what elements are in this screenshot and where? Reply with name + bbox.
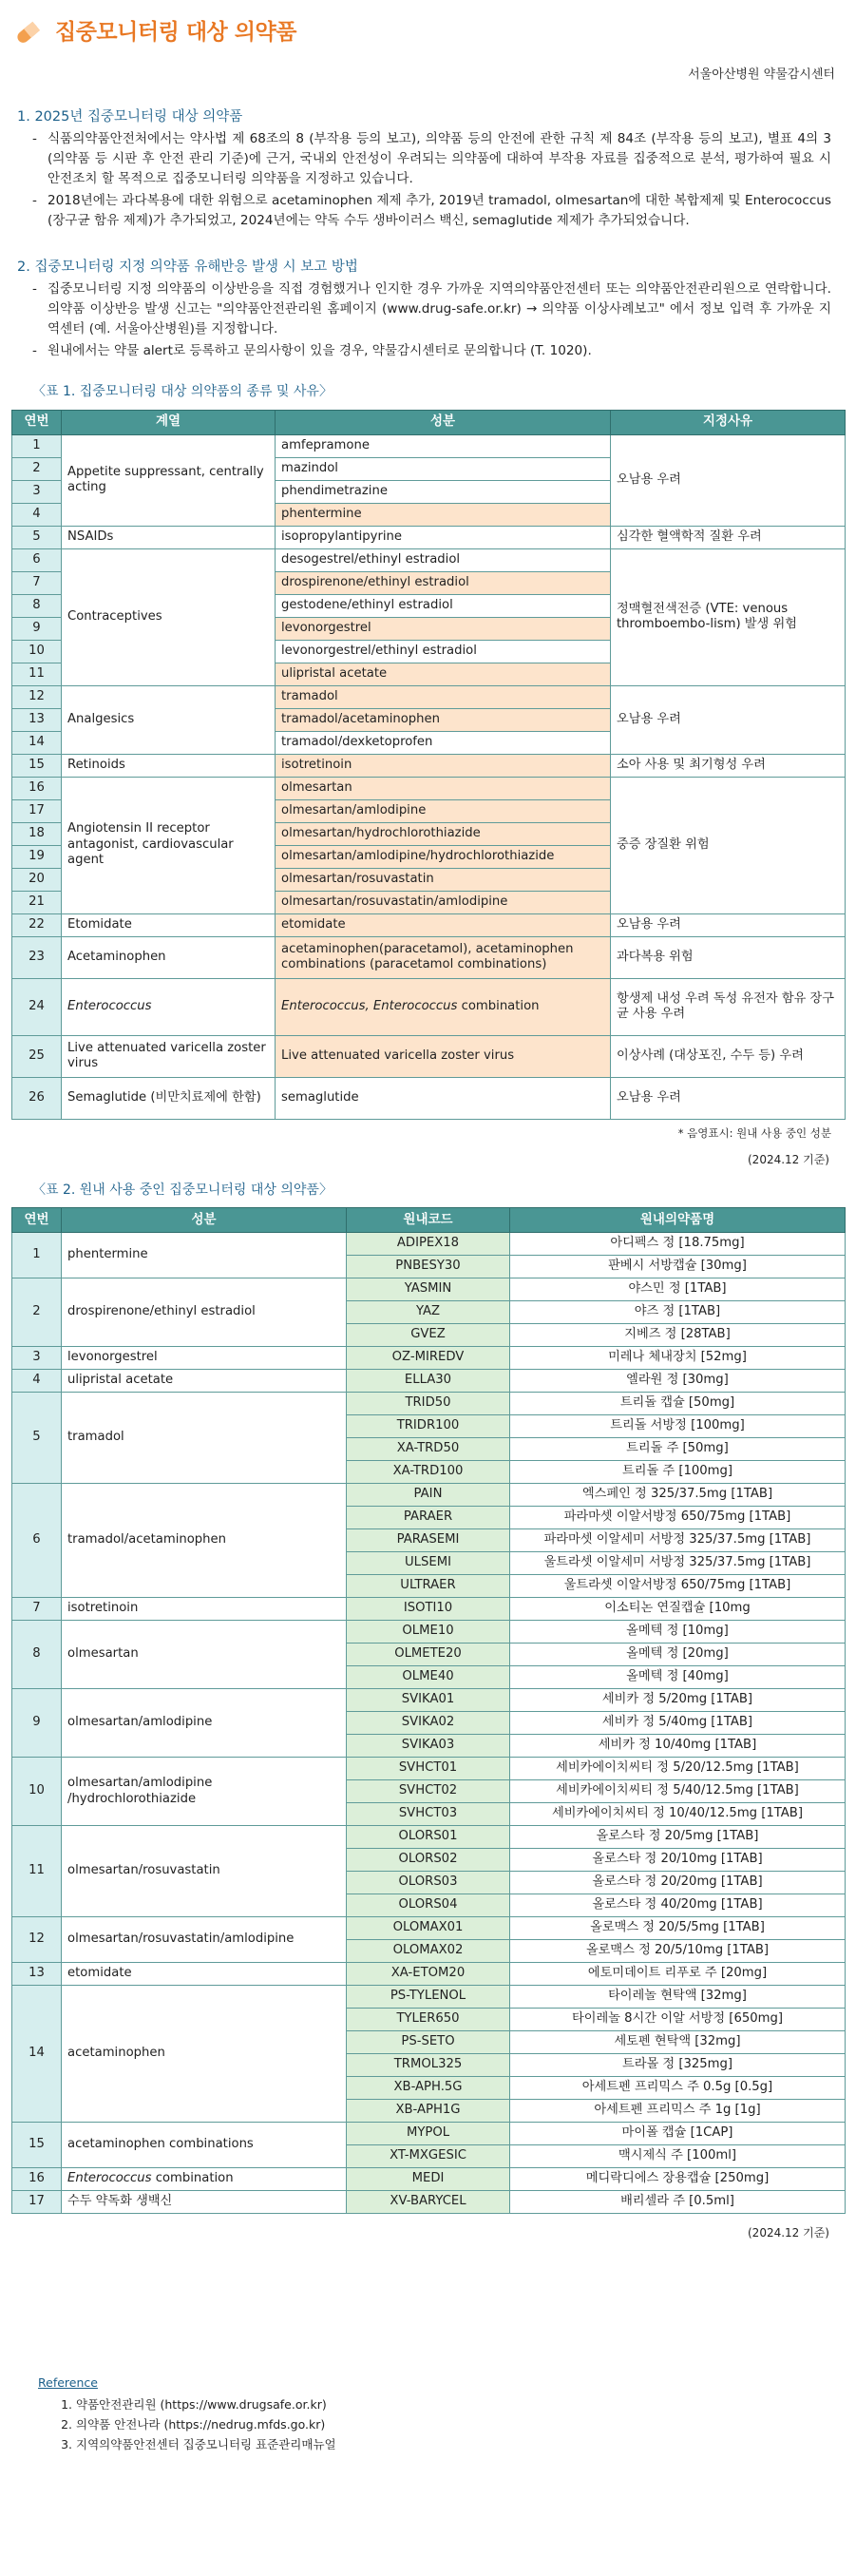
drug-class: Semaglutide (비만치료제에 한함): [62, 1077, 276, 1119]
drug-class: Etomidate: [62, 913, 276, 936]
hospital-code: OZ-MIREDV: [347, 1347, 510, 1370]
drug-class: Contraceptives: [62, 548, 276, 685]
table-row: [12, 1986, 846, 2009]
hospital-drug-name: 타이레놀 현탁액 [32mg]: [510, 1986, 846, 2009]
table-1-date: (2024.12 기준): [748, 1153, 829, 1167]
table-1-header: 연번: [12, 410, 62, 434]
table-1-caption: 〈표 1. 집중모니터링 대상 의약품의 종류 및 사유〉: [32, 384, 333, 400]
hospital-drug-name: 올로맥스 정 20/5/10mg [1TAB]: [510, 1940, 846, 1963]
ingredient: isopropylantipyrine: [276, 526, 611, 548]
table-row: [12, 978, 846, 1035]
hospital-drug-name: 배리셀라 주 [0.5ml]: [510, 2191, 846, 2214]
table-2-header: 원내의약품명: [510, 1208, 846, 1233]
ingredient: ulipristal acetate: [276, 663, 611, 685]
table-2-header: 성분: [62, 1208, 347, 1233]
designation-reason: 항생제 내성 우려 독성 유전자 함유 장구균 사용 우려: [611, 978, 846, 1035]
table-1-note: * 음영표시: 원내 사용 중인 성분: [677, 1125, 831, 1140]
ingredient: gestodene/ethinyl estradiol: [276, 594, 611, 617]
reference-title: Reference: [38, 2375, 98, 2391]
table-row: [12, 1233, 846, 1256]
reference-section: [11, 2374, 845, 2454]
hospital-drug-name: 이소티논 연질캡슐 [10mg: [510, 1598, 846, 1621]
ingredient: acetaminophen: [62, 1986, 347, 2123]
row-number: 23: [12, 936, 62, 978]
row-number: 15: [12, 754, 62, 777]
designation-reason: 오남용 우려: [611, 685, 846, 754]
row-number: 12: [12, 685, 62, 708]
designation-reason: 중증 장질환 위험: [611, 777, 846, 913]
ingredient: olmesartan/amlodipine: [62, 1689, 347, 1758]
designation-reason: 과다복용 위험: [611, 936, 846, 978]
table-row: [12, 1035, 846, 1077]
drug-class: NSAIDs: [62, 526, 276, 548]
ingredient: desogestrel/ethinyl estradiol: [276, 548, 611, 571]
section-1-bullet: - 2018년에는 과다복용에 대한 위험으로 acetaminophen 제제 추가, 2019년 tramadol, olmesartan에 대한 복합제제 및 Enterococcus (장구균 함유 제제)가 추가되었고, 2024년에는 약독 수두 생바이러스 백신, semaglutide 제제가 추가되었습니다.: [48, 191, 831, 231]
row-number: 4: [12, 1370, 62, 1393]
row-number: 17: [12, 2191, 62, 2214]
reference-item: 3. 지역의약품안전센터 집중모니터링 표준관리매뉴얼: [76, 2434, 845, 2454]
row-number: 10: [12, 640, 62, 663]
hospital-drug-name: 울트라셋 이알세미 서방정 325/37.5mg [1TAB]: [510, 1552, 846, 1575]
row-number: 16: [12, 2168, 62, 2191]
reference-list: [38, 2394, 845, 2455]
ingredient: olmesartan/hydrochlorothiazide: [276, 822, 611, 845]
hospital-code: TRMOL325: [347, 2054, 510, 2077]
table-2-caption: 〈표 2. 원내 사용 중인 집중모니터링 대상 의약품〉: [32, 1182, 333, 1198]
row-number: 6: [12, 1484, 62, 1598]
designation-reason: 오남용 우려: [611, 1077, 846, 1119]
hospital-drug-name: 아세트펜 프리믹스 주 1g [1g]: [510, 2100, 846, 2123]
table-1-header-row: [12, 410, 846, 434]
hospital-code: OLORS03: [347, 1872, 510, 1894]
hospital-drug-name: 트리돌 주 [100mg]: [510, 1461, 846, 1484]
row-number: 1: [12, 434, 62, 457]
ingredient: amfepramone: [276, 434, 611, 457]
hospital-drug-name: 지베즈 정 [28TAB]: [510, 1324, 846, 1347]
row-number: 11: [12, 663, 62, 685]
table-row: [12, 1598, 846, 1621]
table-1-header: 성분: [276, 410, 611, 434]
hospital-drug-name: 아디펙스 정 [18.75mg]: [510, 1233, 846, 1256]
pill-logo-icon: [11, 17, 44, 49]
ingredient: acetaminophen combinations: [62, 2123, 347, 2168]
table-2-header-row: [12, 1208, 846, 1233]
hospital-code: PNBESY30: [347, 1256, 510, 1278]
row-number: 5: [12, 1393, 62, 1484]
hospital-code: GVEZ: [347, 1324, 510, 1347]
hospital-drug-name: 트리돌 주 [50mg]: [510, 1438, 846, 1461]
row-number: 25: [12, 1035, 62, 1077]
designation-reason: 이상사례 (대상포진, 수두 등) 우려: [611, 1035, 846, 1077]
row-number: 26: [12, 1077, 62, 1119]
table-1-header: 지정사유: [611, 410, 846, 434]
hospital-drug-name: 올메텍 정 [10mg]: [510, 1621, 846, 1644]
ingredient: semaglutide: [276, 1077, 611, 1119]
ingredient: ulipristal acetate: [62, 1370, 347, 1393]
hospital-drug-name: 세비카 정 10/40mg [1TAB]: [510, 1735, 846, 1758]
hospital-drug-name: 야스민 정 [1TAB]: [510, 1278, 846, 1301]
title-row: [11, 0, 845, 67]
table-row: [12, 1370, 846, 1393]
row-number: 20: [12, 868, 62, 891]
drug-class: Enterococcus: [62, 978, 276, 1035]
hospital-drug-name: 트라몰 정 [325mg]: [510, 2054, 846, 2077]
hospital-drug-name: 타이레놀 8시간 이알 서방정 [650mg]: [510, 2009, 846, 2031]
table-row: [12, 1077, 846, 1119]
table-row: [12, 1347, 846, 1370]
ingredient: olmesartan: [276, 777, 611, 799]
row-number: 4: [12, 503, 62, 526]
ingredient: tramadol/dexketoprofen: [276, 731, 611, 754]
table-row: [12, 1963, 846, 1986]
table-2-date: (2024.12 기준): [748, 2226, 829, 2240]
ingredient-italic: Enterococcus, Enterococcus: [281, 998, 458, 1013]
hospital-code: ELLA30: [347, 1370, 510, 1393]
section-1-title: 1. 2025년 집중모니터링 대상 의약품: [17, 108, 243, 125]
table-row: [12, 1758, 846, 1780]
hospital-code: ADIPEX18: [347, 1233, 510, 1256]
row-number: 9: [12, 617, 62, 640]
hospital-code: OLORS02: [347, 1849, 510, 1872]
ingredient: tramadol: [276, 685, 611, 708]
hospital-code: XT-MXGESIC: [347, 2145, 510, 2168]
ingredient-suffix: combination: [151, 2171, 234, 2186]
table-row: [12, 1393, 846, 1415]
ingredient: drospirenone/ethinyl estradiol: [62, 1278, 347, 1347]
ingredient: olmesartan: [62, 1621, 347, 1689]
row-number: 10: [12, 1758, 62, 1826]
reference-item: 2. 의약품 안전나라 (https://nedrug.mfds.go.kr): [76, 2414, 845, 2434]
table-row: [12, 434, 846, 457]
row-number: 18: [12, 822, 62, 845]
row-number: 15: [12, 2123, 62, 2168]
ingredient: levonorgestrel/ethinyl estradiol: [276, 640, 611, 663]
hospital-drug-name: 세비카에이치씨티 정 5/40/12.5mg [1TAB]: [510, 1780, 846, 1803]
designation-reason: 소아 사용 및 최기형성 우려: [611, 754, 846, 777]
row-number: 7: [12, 571, 62, 594]
section-2-bullet: - 집중모니터링 지정 의약품의 이상반응을 직접 경험했거나 인지한 경우 가까운 지역의약품안전센터 또는 의약품안전관리원으로 연락합니다. 의약품 이상반응 발생 신고는 "의약품안전관리원 홈페이지 (www.drug-safe.or.kr) → 의약품 이상사례보고" 에서 정보 입력 후 가까운 지역센터 (예. 서울아산병원)를 지정합니다.: [48, 279, 831, 339]
row-number: 2: [12, 1278, 62, 1347]
table-row: [12, 2168, 846, 2191]
row-number: 9: [12, 1689, 62, 1758]
section-1-bullets: [11, 129, 845, 231]
hospital-code: XA-TRD100: [347, 1461, 510, 1484]
hospital-code: ULTRAER: [347, 1575, 510, 1598]
hospital-drug-name: 메디락디에스 장용캡슐 [250mg]: [510, 2168, 846, 2191]
row-number: 13: [12, 1963, 62, 1986]
hospital-code: MEDI: [347, 2168, 510, 2191]
hospital-code: XA-TRD50: [347, 1438, 510, 1461]
row-number: 6: [12, 548, 62, 571]
hospital-code: XV-BARYCEL: [347, 2191, 510, 2214]
ingredient: phentermine: [62, 1233, 347, 1278]
row-number: 21: [12, 891, 62, 913]
row-number: 2: [12, 457, 62, 480]
row-number: 14: [12, 1986, 62, 2123]
row-number: 13: [12, 708, 62, 731]
ingredient: etomidate: [276, 913, 611, 936]
hospital-drug-name: 마이폴 캡슐 [1CAP]: [510, 2123, 846, 2145]
hospital-code: PAIN: [347, 1484, 510, 1507]
designation-reason: 오남용 우려: [611, 913, 846, 936]
row-number: 24: [12, 978, 62, 1035]
hospital-drug-name: 올로스타 정 40/20mg [1TAB]: [510, 1894, 846, 1917]
hospital-code: OLME10: [347, 1621, 510, 1644]
hospital-code: SVHCT02: [347, 1780, 510, 1803]
ingredient: olmesartan/amlodipine/hydrochlorothiazide: [276, 845, 611, 868]
hospital-drug-name: 세비카 정 5/40mg [1TAB]: [510, 1712, 846, 1735]
hospital-drug-name: 세비카에이치씨티 정 5/20/12.5mg [1TAB]: [510, 1758, 846, 1780]
hospital-drug-name: 아세트펜 프리믹스 주 0.5g [0.5g]: [510, 2077, 846, 2100]
hospital-code: SVHCT01: [347, 1758, 510, 1780]
hospital-code: OLORS01: [347, 1826, 510, 1849]
hospital-code: YAZ: [347, 1301, 510, 1324]
section-2-bullet: - 원내에서는 약물 alert로 등록하고 문의사항이 있을 경우, 약물감시센터로 문의합니다 (T. 1020).: [48, 341, 831, 361]
hospital-code: OLOMAX01: [347, 1917, 510, 1940]
hospital-code: PARASEMI: [347, 1529, 510, 1552]
hospital-code: XA-ETOM20: [347, 1963, 510, 1986]
table-2: [11, 1207, 846, 2214]
section-1-bullet: - 식품의약품안전처에서는 약사법 제 68조의 8 (부작용 등의 보고), 의약품 등의 안전에 관한 규칙 제 84조 (부작용 등의 보고), 별표 4의 3 (의약품 등 시판 후 안전 관리 기준)에 근거, 국내외 안전성이 우려되는 의약품에 대하여 부작용 자료를 집중적으로 분석, 평가하여 필요 시 안전조치 할 목적으로 집중모니터링 의약품을 지정하고 있습니다.: [48, 129, 831, 189]
ingredient: tramadol/acetaminophen: [62, 1484, 347, 1598]
table-row: [12, 1917, 846, 1940]
ingredient: olmesartan/rosuvastatin: [62, 1826, 347, 1917]
organization-name: 서울아산병원 약물감시센터: [688, 67, 835, 82]
table-2-header: 연번: [12, 1208, 62, 1233]
ingredient: phendimetrazine: [276, 480, 611, 503]
hospital-drug-name: 야즈 정 [1TAB]: [510, 1301, 846, 1324]
reference-item: 1. 약품안전관리원 (https://www.drugsafe.or.kr): [76, 2394, 845, 2414]
table-row: [12, 1621, 846, 1644]
hospital-drug-name: 파라마셋 이알서방정 650/75mg [1TAB]: [510, 1507, 846, 1529]
hospital-code: YASMIN: [347, 1278, 510, 1301]
hospital-drug-name: 올로맥스 정 20/5/5mg [1TAB]: [510, 1917, 846, 1940]
ingredient: olmesartan/amlodipine /hydrochlorothiazide: [62, 1758, 347, 1826]
row-number: 7: [12, 1598, 62, 1621]
hospital-code: XB-APH.5G: [347, 2077, 510, 2100]
hospital-code: OLORS04: [347, 1894, 510, 1917]
row-number: 16: [12, 777, 62, 799]
table-2-header: 원내코드: [347, 1208, 510, 1233]
ingredient: phentermine: [276, 503, 611, 526]
hospital-drug-name: 미레나 체내장치 [52mg]: [510, 1347, 846, 1370]
row-number: 11: [12, 1826, 62, 1917]
table-row: [12, 936, 846, 978]
hospital-code: PS-SETO: [347, 2031, 510, 2054]
drug-class: Live attenuated varicella zoster virus: [62, 1035, 276, 1077]
table-row: [12, 2123, 846, 2145]
hospital-drug-name: 파라마셋 이알세미 서방정 325/37.5mg [1TAB]: [510, 1529, 846, 1552]
row-number: 19: [12, 845, 62, 868]
page-title: 집중모니터링 대상 의약품: [55, 20, 296, 46]
table-row: [12, 1826, 846, 1849]
designation-reason: 정맥혈전색전증 (VTE: venous thromboembo-lism) 발생 위험: [611, 548, 846, 685]
ingredient-italic: Enterococcus: [67, 2171, 152, 2186]
table-row: [12, 777, 846, 799]
hospital-drug-name: 판베시 서방캡슐 [30mg]: [510, 1256, 846, 1278]
ingredient: drospirenone/ethinyl estradiol: [276, 571, 611, 594]
hospital-code: OLOMAX02: [347, 1940, 510, 1963]
table-1: [11, 410, 846, 1120]
hospital-code: ISOTI10: [347, 1598, 510, 1621]
ingredient: olmesartan/rosuvastatin/amlodipine: [276, 891, 611, 913]
hospital-drug-name: 에토미데이트 리푸로 주 [20mg]: [510, 1963, 846, 1986]
hospital-drug-name: 엑스페인 정 325/37.5mg [1TAB]: [510, 1484, 846, 1507]
hospital-drug-name: 올메텍 정 [40mg]: [510, 1666, 846, 1689]
designation-reason: 심각한 혈액학적 질환 우려: [611, 526, 846, 548]
hospital-code: OLME40: [347, 1666, 510, 1689]
row-number: 14: [12, 731, 62, 754]
drug-class: Retinoids: [62, 754, 276, 777]
hospital-drug-name: 올로스타 정 20/5mg [1TAB]: [510, 1826, 846, 1849]
designation-reason: 오남용 우려: [611, 434, 846, 526]
ingredient: levonorgestrel: [276, 617, 611, 640]
ingredient: etomidate: [62, 1963, 347, 1986]
hospital-drug-name: 울트라셋 이알서방정 650/75mg [1TAB]: [510, 1575, 846, 1598]
row-number: 3: [12, 480, 62, 503]
hospital-code: XB-APH1G: [347, 2100, 510, 2123]
hospital-code: SVIKA01: [347, 1689, 510, 1712]
ingredient: isotretinoin: [276, 754, 611, 777]
ingredient-suffix: combination: [457, 998, 540, 1013]
hospital-code: PARAER: [347, 1507, 510, 1529]
hospital-drug-name: 맥시제식 주 [100ml]: [510, 2145, 846, 2168]
table-row: [12, 1484, 846, 1507]
row-number: 1: [12, 1233, 62, 1278]
drug-class: Acetaminophen: [62, 936, 276, 978]
ingredient: [62, 2168, 347, 2191]
row-number: 8: [12, 594, 62, 617]
hospital-code: SVIKA02: [347, 1712, 510, 1735]
hospital-drug-name: 트리돌 캡슐 [50mg]: [510, 1393, 846, 1415]
table-1-header: 계열: [62, 410, 276, 434]
drug-class: Angiotensin II receptor antagonist, cardiovascular agent: [62, 777, 276, 913]
hospital-code: TYLER650: [347, 2009, 510, 2031]
drug-class: Appetite suppressant, centrally acting: [62, 434, 276, 526]
table-row: [12, 913, 846, 936]
table-row: [12, 548, 846, 571]
table-row: [12, 526, 846, 548]
ingredient: Live attenuated varicella zoster virus: [276, 1035, 611, 1077]
hospital-drug-name: 올로스타 정 20/10mg [1TAB]: [510, 1849, 846, 1872]
hospital-drug-name: 엘라원 정 [30mg]: [510, 1370, 846, 1393]
hospital-code: TRIDR100: [347, 1415, 510, 1438]
hospital-drug-name: 세비카에이치씨티 정 10/40/12.5mg [1TAB]: [510, 1803, 846, 1826]
hospital-drug-name: 세토펜 현탁액 [32mg]: [510, 2031, 846, 2054]
ingredient: isotretinoin: [62, 1598, 347, 1621]
hospital-code: TRID50: [347, 1393, 510, 1415]
ingredient: olmesartan/rosuvastatin/amlodipine: [62, 1917, 347, 1963]
table-row: [12, 1689, 846, 1712]
hospital-code: OLMETE20: [347, 1644, 510, 1666]
ingredient: levonorgestrel: [62, 1347, 347, 1370]
ingredient: mazindol: [276, 457, 611, 480]
table-row: [12, 685, 846, 708]
ingredient: [276, 978, 611, 1035]
ingredient: olmesartan/amlodipine: [276, 799, 611, 822]
hospital-code: ULSEMI: [347, 1552, 510, 1575]
row-number: 12: [12, 1917, 62, 1963]
ingredient: tramadol/acetaminophen: [276, 708, 611, 731]
hospital-code: SVIKA03: [347, 1735, 510, 1758]
row-number: 3: [12, 1347, 62, 1370]
hospital-drug-name: 세비카 정 5/20mg [1TAB]: [510, 1689, 846, 1712]
table-row: [12, 754, 846, 777]
ingredient: olmesartan/rosuvastatin: [276, 868, 611, 891]
table-row: [12, 1278, 846, 1301]
section-2-title: 2. 집중모니터링 지정 의약품 유해반응 발생 시 보고 방법: [17, 260, 358, 276]
ingredient: acetaminophen(paracetamol), acetaminophen combinations (paracetamol combinations): [276, 936, 611, 978]
hospital-code: PS-TYLENOL: [347, 1986, 510, 2009]
ingredient: tramadol: [62, 1393, 347, 1484]
hospital-drug-name: 올로스타 정 20/20mg [1TAB]: [510, 1872, 846, 1894]
hospital-drug-name: 올메텍 정 [20mg]: [510, 1644, 846, 1666]
hospital-code: MYPOL: [347, 2123, 510, 2145]
row-number: 17: [12, 799, 62, 822]
hospital-code: SVHCT03: [347, 1803, 510, 1826]
table-row: [12, 2191, 846, 2214]
hospital-drug-name: 트리돌 서방정 [100mg]: [510, 1415, 846, 1438]
section-2-bullets: [11, 279, 845, 361]
row-number: 8: [12, 1621, 62, 1689]
row-number: 22: [12, 913, 62, 936]
drug-class: Analgesics: [62, 685, 276, 754]
row-number: 5: [12, 526, 62, 548]
ingredient: 수두 약독화 생백신: [62, 2191, 347, 2214]
